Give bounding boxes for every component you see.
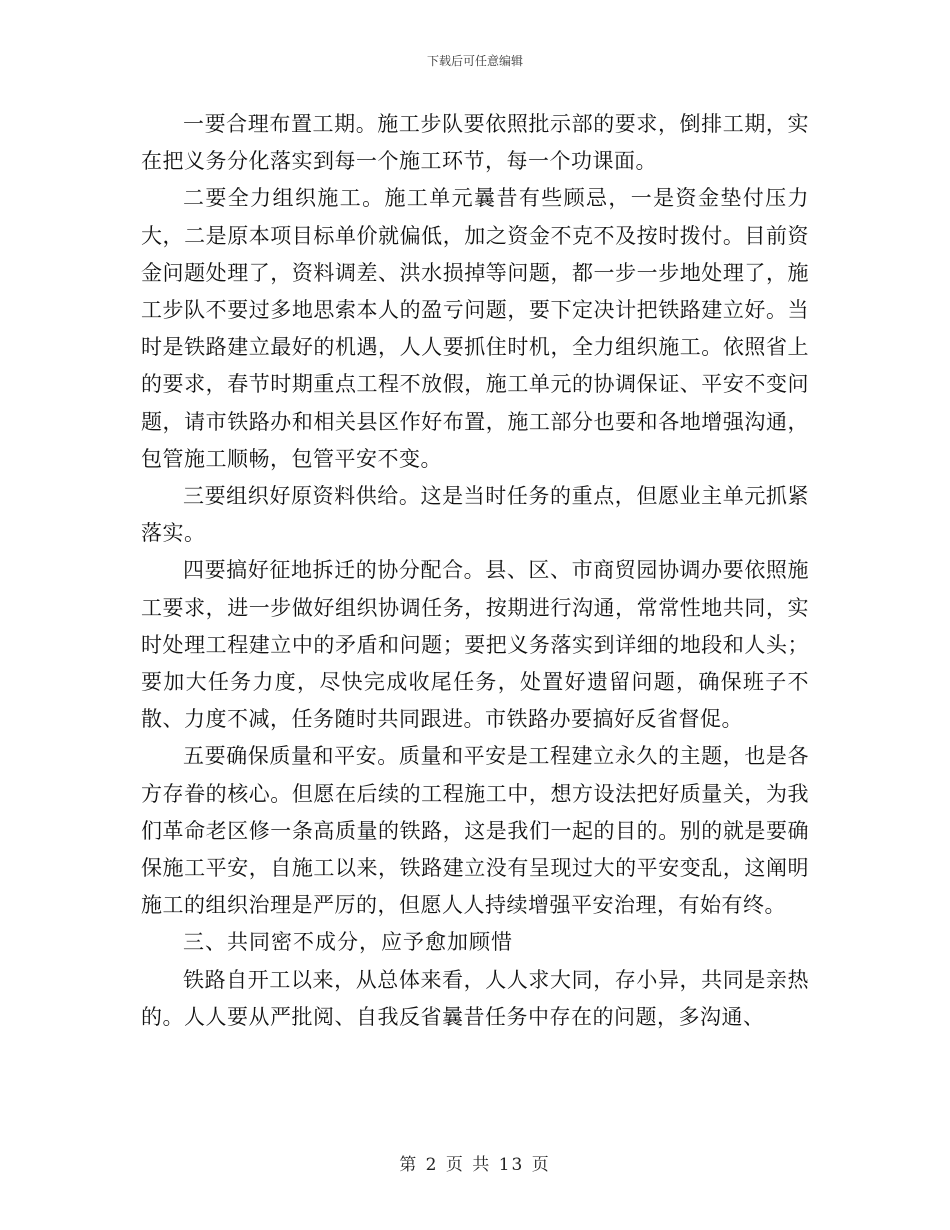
paragraph-quality-safety: 五要确保质量和平安。质量和平安是工程建立永久的主题，也是各方存眷的核心。但愿在后续的工程施工中，想方设法把好质量关，为我们革命老区修一条高质量的铁路，这是我们一起的目的。别的就是要确保施工平安，自施工以来，铁路建立没有呈现过大的平安变乱，这阐明施工的组织治理是严厉的，但愿人人持续增强平安治理，有始有终。 [141,744,809,918]
document-body [141,106,809,1036]
paragraph-land-acquisition: 四要搞好征地拆迁的协分配合。县、区、市商贸园协调办要依照施工要求，进一步做好组织协调任务，按期进行沟通，常常性地共同，实时处理工程建立中的矛盾和问题；要把义务落实到详细的地段和人头；要加大任务力度，尽快完成收尾任务，处置好遗留问题，确保班子不散、力度不减，任务随时共同跟进。市铁路办要搞好反省督促。 [141,558,809,732]
page-header: 下载后可任意编辑 [426,54,523,68]
paragraph-materials: 三要组织好原资料供给。这是当时任务的重点，但愿业主单元抓紧落实。 [141,484,809,546]
paragraph-schedule: 一要合理布置工期。施工步队要依照批示部的要求，倒排工期，实在把义务分化落实到每一个施工环节，每一个功课面。 [141,112,809,174]
paragraph-cooperation: 铁路自开工以来，从总体来看，人人求大同，存小异，共同是亲热的。人人要从严批阅、自我反省曩昔任务中存在的问题，多沟通、 [141,967,809,1029]
section-heading-cooperation: 三、共同密不成分，应予愈加顾惜 [183,930,513,955]
page-number-footer: 第 2 页 共 13 页 [399,1155,551,1175]
paragraph-construction: 二要全力组织施工。施工单元曩昔有些顾忌，一是资金垫付压力大，二是原本项目标单价就偏低，加之资金不克不及按时拨付。目前资金问题处理了，资料调差、洪水损掉等问题，都一步一步地处理了，施工步队不要过多地思索本人的盈亏问题，要下定决计把铁路建立好。当时是铁路建立最好的机遇，人人要抓住时机，全力组织施工。依照省上的要求，春节时期重点工程不放假，施工单元的协调保证、平安不变问题，请市铁路办和相关县区作好布置，施工部分也要和各地增强沟通，包管施工顺畅，包管平安不变。 [141,186,809,471]
